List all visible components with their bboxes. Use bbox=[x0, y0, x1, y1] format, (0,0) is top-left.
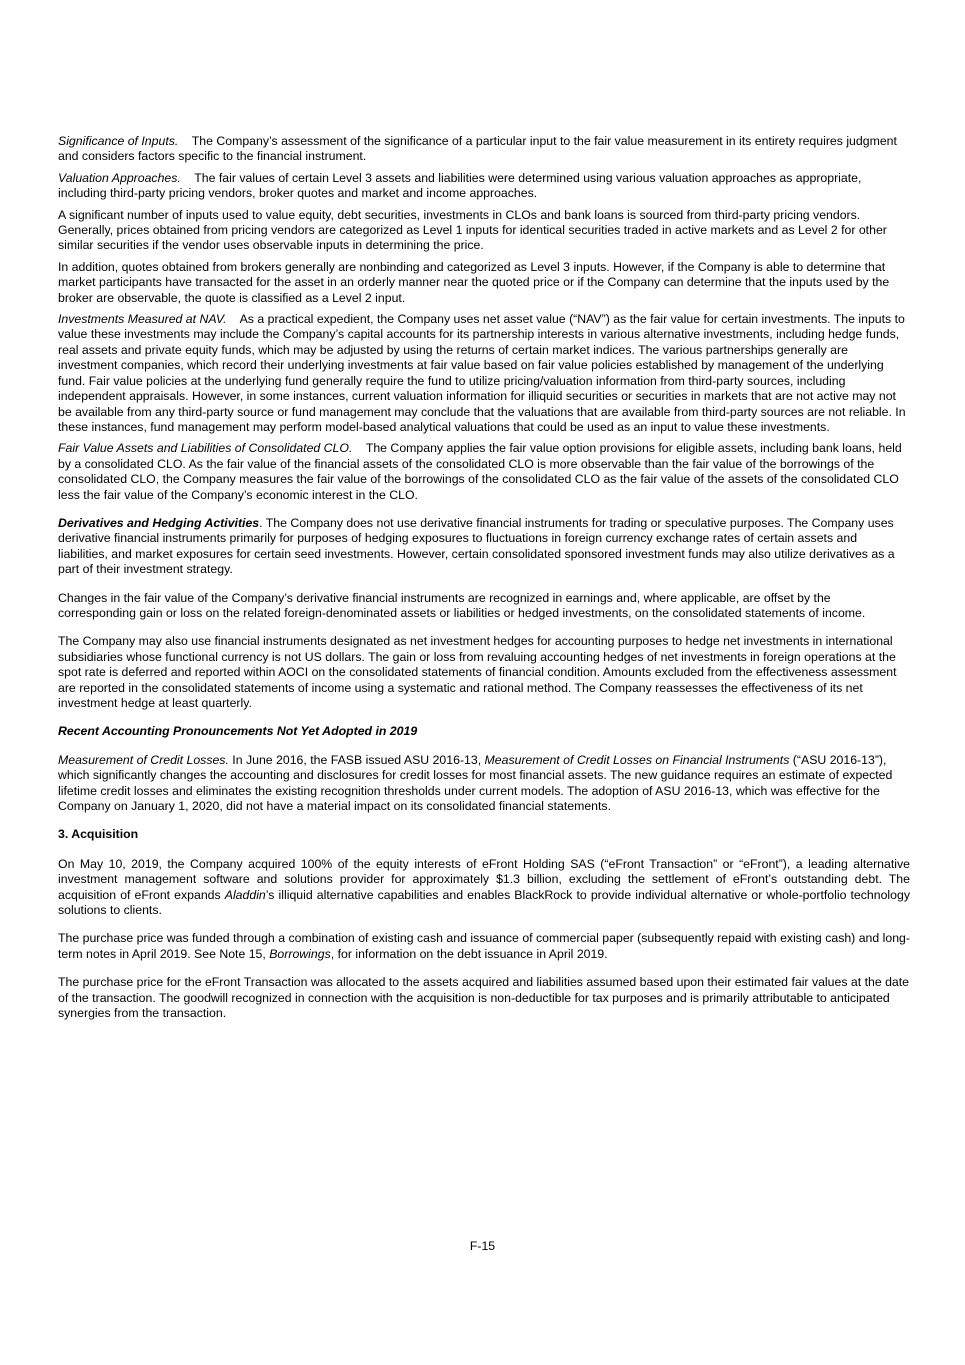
text-funded-2: , for information on the debt issuance in April 2019. bbox=[330, 946, 608, 961]
text-significance: The Company’s assessment of the significance of a particular input to the fair value measurement in its entirety requires judgment and considers factors specific to the financial instrument. bbox=[58, 134, 897, 164]
paragraph-significance bbox=[58, 134, 910, 165]
paragraph-credit-losses bbox=[58, 753, 910, 815]
text-clo: The Company applies the fair value option provisions for eligible assets, including bank loans, held by a consolidated CLO. As the fair value of the financial assets of the consolidated CLO is more observable than the fair value of the borrowings of the consolidated CLO, the Company measures the fair value of the borrowings of the consolidated CLO as the fair value of the assets of the consolidated CLO less the fair value of the Company’s economic interest in the CLO. bbox=[58, 441, 902, 502]
lead-valuation: Valuation Approaches. bbox=[58, 170, 181, 185]
page-number: F-15 bbox=[469, 1239, 496, 1253]
text-derivatives: . The Company does not use derivative financial instruments for trading or speculative purposes. The Company uses derivative financial instruments primarily for purposes of hedging exposures to fluctuations in foreign currency exchange rates of certain assets and liabilities, and market exposures for certain seed investments. However, certain consolidated sponsored investment funds may also utilize derivatives as a part of their investment strategy. bbox=[58, 515, 895, 577]
heading-acquisition: 3. Acquisition bbox=[58, 827, 139, 842]
paragraph-changes: Changes in the fair value of the Company’s derivative financial instruments are recognized in earnings and, where applicable, are offset by the corresponding gain or loss on the related foreign-denominated assets or liabilities or hedged investments, on the consolidated statements of income. bbox=[58, 590, 866, 620]
paragraph-purchase-funded bbox=[58, 931, 910, 962]
paragraph-inputs-sourced: A significant number of inputs used to value equity, debt securities, investments in CLOs and bank loans is sourced from third-party pricing vendors. Generally, prices obtained from pricing vendors are categorized as Level 1 inputs for identical securities traded in active markets and as Level 2 for other similar securities if the vendor uses observable inputs in determining the price. bbox=[58, 207, 887, 253]
lead-credit: Measurement of Credit Losses. bbox=[58, 752, 229, 767]
title-credit: Measurement of Credit Losses on Financial Instruments bbox=[484, 752, 790, 767]
lead-derivatives: Derivatives and Hedging Activities bbox=[58, 515, 260, 530]
heading-recent-pronouncements: Recent Accounting Pronouncements Not Yet Adopted in 2019 bbox=[58, 724, 418, 739]
text-acquisition-2: ’s illiquid alternative capabilities and enables BlackRock to provide individual alternative or whole-portfolio technology solutions to clients. bbox=[58, 887, 910, 918]
text-credit-2: (“ASU 2016-13”), which significantly changes the accounting and disclosures for credit losses for most financial assets. The new guidance requires an estimate of expected lifetime credit losses and eliminates the existing recognition thresholds under current models. The adoption of ASU 2016-13, which was effective for the Company on January 1, 2020, did not have a material impact on its consolidated financial statements. bbox=[58, 752, 893, 814]
text-valuation: The fair values of certain Level 3 assets and liabilities were determined using various valuation approaches as appropriate, including third-party pricing vendors, broker quotes and market and income approaches. bbox=[58, 170, 862, 201]
paragraph-purchase-allocated: The purchase price for the eFront Transaction was allocated to the assets acquired and liabilities assumed based upon their estimated fair values at the date of the transaction. The goodwill recognized in connection with the acquisition is non-deductible for tax purposes and is primarily attributable to anticipated synergies from the transaction. bbox=[58, 975, 910, 1021]
text-credit-1: In June 2016, the FASB issued ASU 2016-13, bbox=[228, 752, 485, 767]
text-nav: As a practical expedient, the Company uses net asset value (“NAV”) as the fair value for certain investments. The inputs to value these investments may include the Company’s capital accounts for its partnership interests in various alternative investments, including hedge funds, real assets and private equity funds, which may be adjusted by using the returns of certain market indices. The various partnerships generally are investment companies, which record their underlying investments at fair value based on fair value policies established by management of the underlying fund. Fair value policies at the underlying fund generally require the fund to utilize pricing/valuation information from third-party sources, including independent appraisals. However, in some instances, current valuation information for illiquid securities or securities in markets that are not active may not be available from any third-party source or fund management may conclude that the valuations that are available from third-party sources are not reliable. In these instances, fund management may perform model-based analytical valuations that could be used as an input to value these investments. bbox=[58, 312, 906, 434]
paragraph-valuation bbox=[58, 171, 910, 202]
text-funded-1: The purchase price was funded through a combination of existing cash and issuance of commercial paper (subsequently repaid with existing cash) and long-term notes in April 2019. See Note 15, bbox=[58, 931, 910, 961]
paragraph-acquisition bbox=[58, 857, 910, 919]
lead-significance: Significance of Inputs. bbox=[58, 134, 179, 148]
lead-clo: Fair Value Assets and Liabilities of Consolidated CLO. bbox=[58, 441, 353, 456]
paragraph-net-investment: The Company may also use financial instruments designated as net investment hedges for accounting purposes to hedge net investments in international subsidiaries whose functional currency is not US dollars. The gain or loss from revaluing accounting hedges of net investments in foreign operations at the spot rate is deferred and reported within AOCI on the consolidated statements of financial condition. Amounts excluded from the effectiveness assessment are reported in the consolidated statements of income using a systematic and rational method. The Company reassesses the effectiveness of its net investment hedge at least quarterly. bbox=[58, 634, 897, 710]
text-acquisition-1: On May 10, 2019, the Company acquired 100% of the equity interests of eFront Holding SAS (“eFront Transaction” or “eFront”), a leading alternative investment management software and solutions provider for approximately $1.3 billion, excluding the settlement of eFront’s outstanding debt. The acquisition of eFront expands bbox=[58, 856, 910, 902]
paragraph-clo bbox=[58, 441, 910, 503]
paragraph-nav bbox=[58, 312, 910, 435]
paragraph-brokers: In addition, quotes obtained from brokers generally are nonbinding and categorized as Level 3 inputs. However, if the Company is able to determine that market participants have transacted for the asset in an orderly manner near the quoted price or if the Company can determine that the inputs used by the broker are observable, the quote is classified as a Level 2 input. bbox=[58, 259, 890, 305]
document-body bbox=[58, 134, 910, 1028]
note-borrowings: Borrowings bbox=[269, 946, 331, 961]
lead-nav: Investments Measured at NAV. bbox=[58, 312, 227, 327]
paragraph-derivatives bbox=[58, 516, 910, 578]
aladdin-term: Aladdin bbox=[224, 887, 266, 902]
